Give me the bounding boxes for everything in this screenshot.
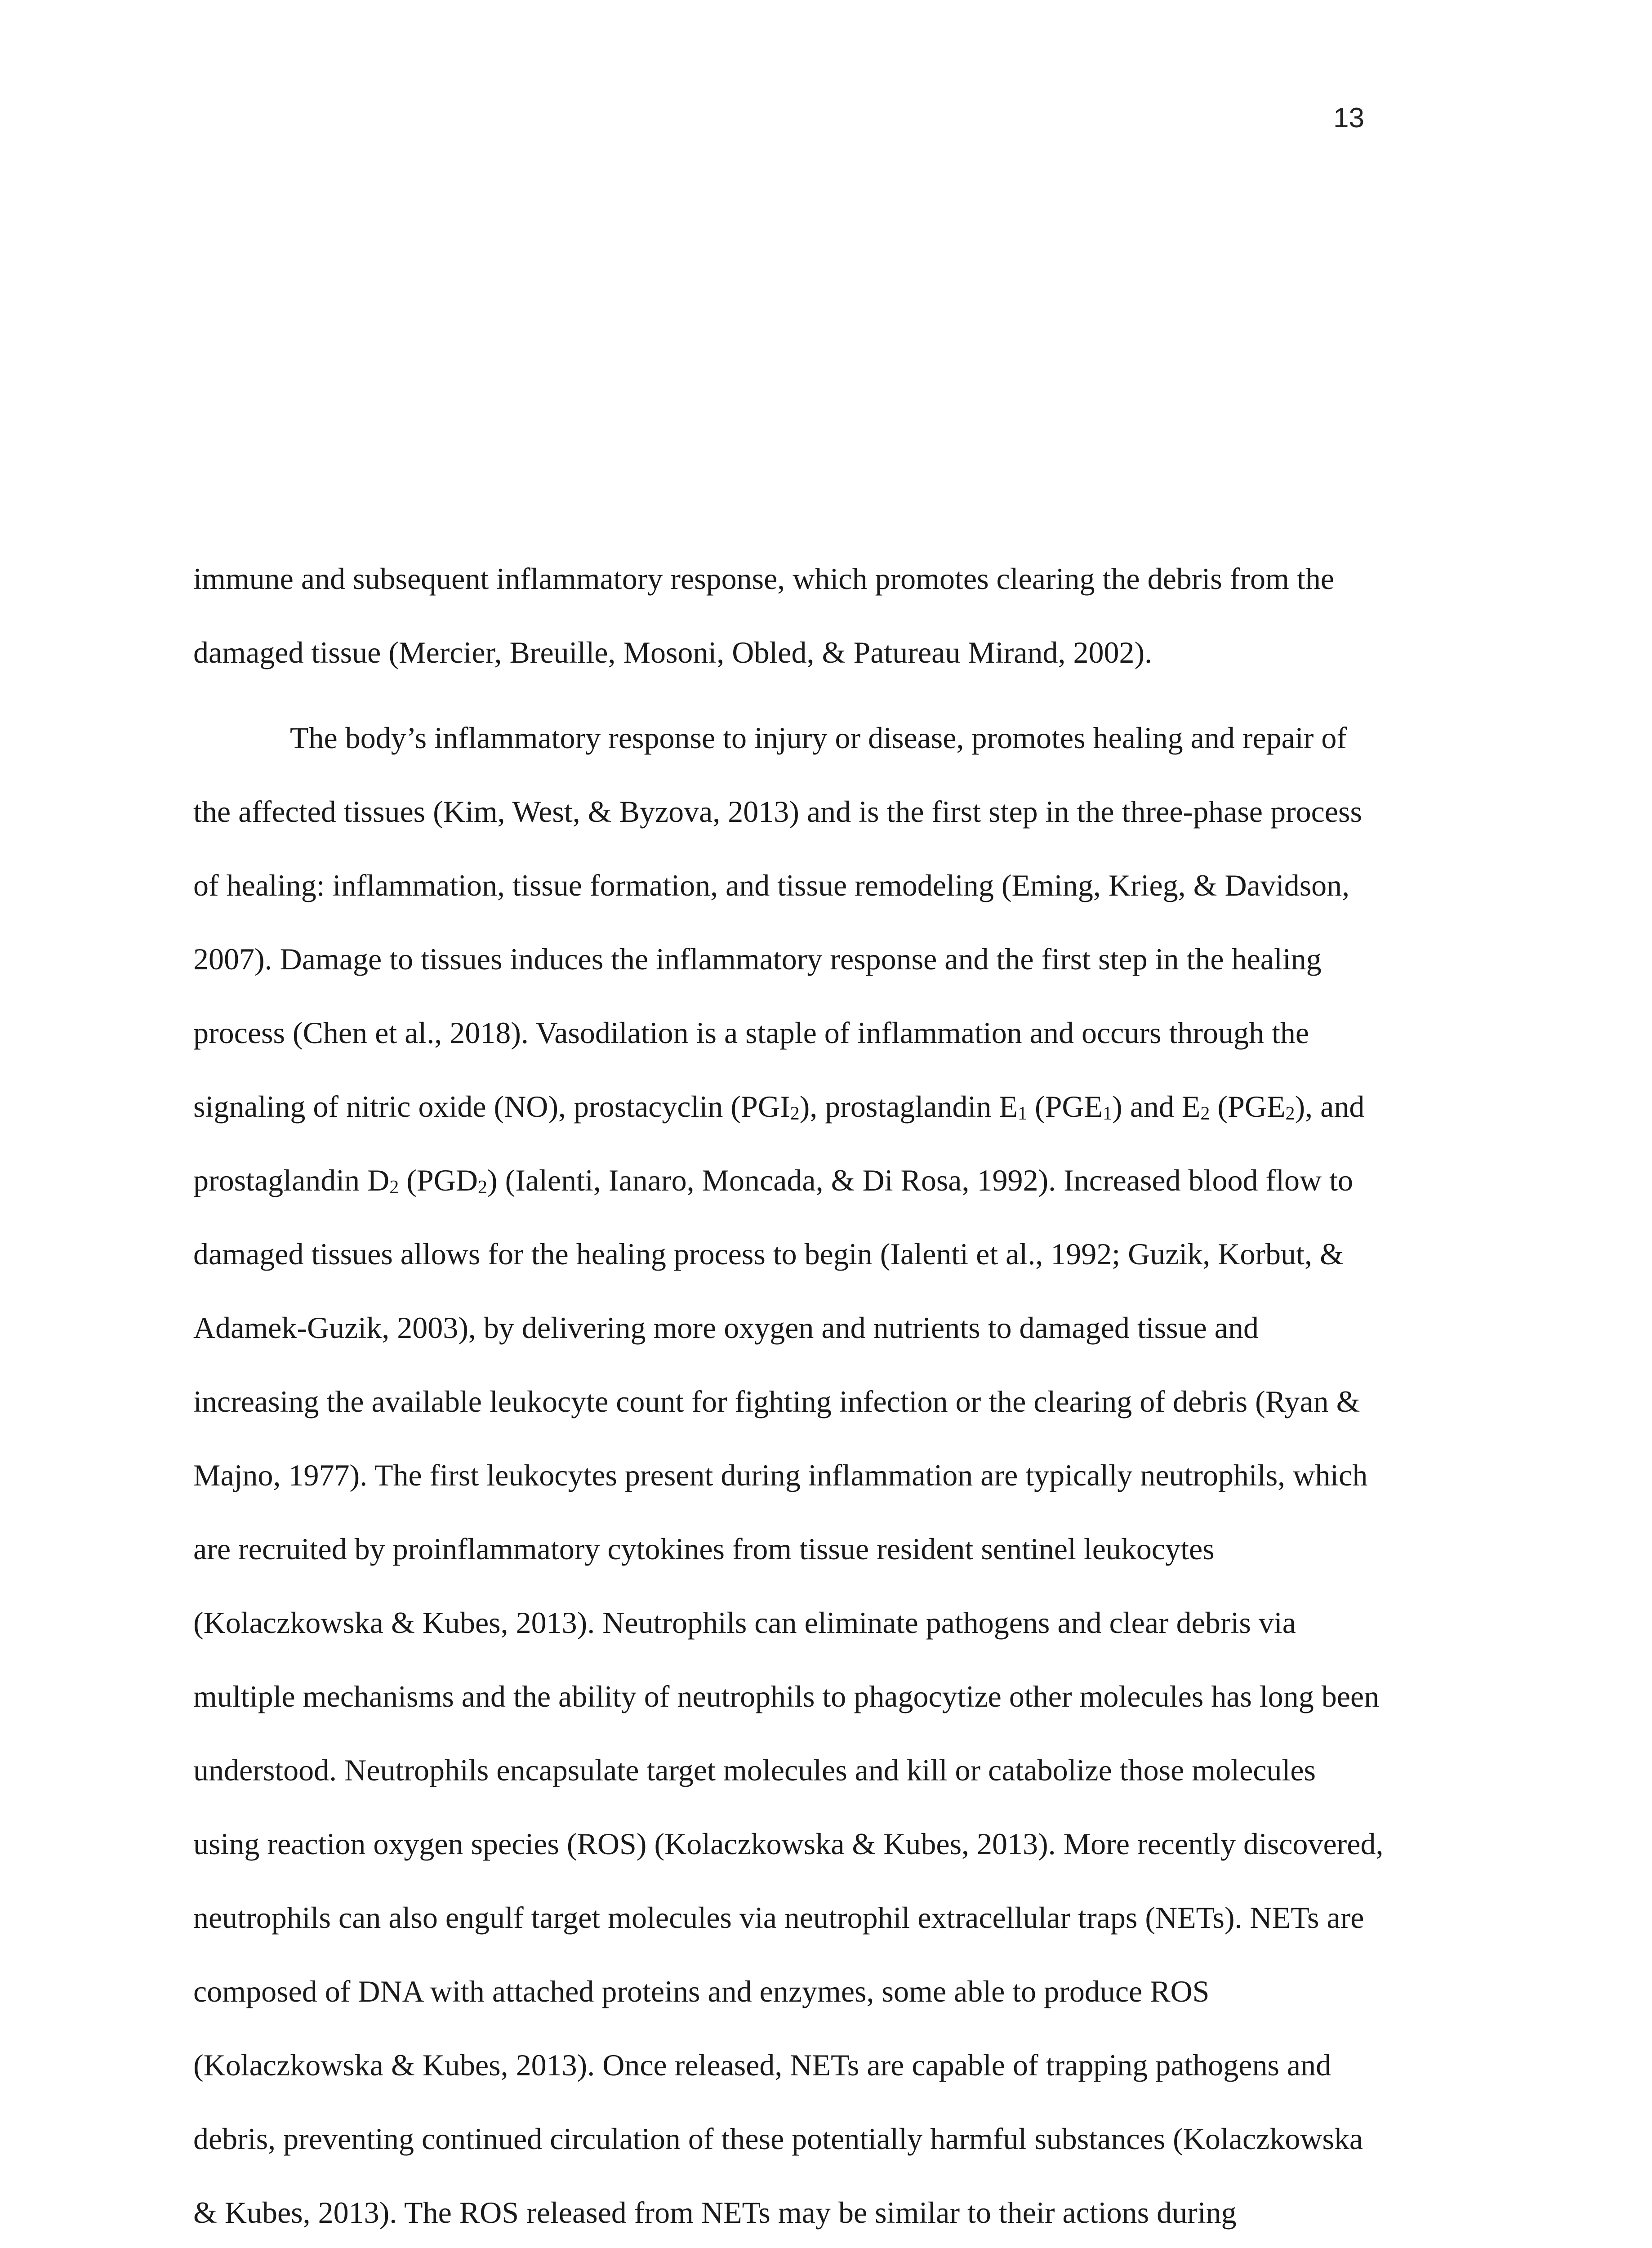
text-line: composed of DNA with attached proteins and enzymes, some able to produce ROS: [193, 1974, 1210, 2008]
subscript: 2: [1200, 1103, 1210, 1124]
text-line: 2007). Damage to tissues induces the inflammatory response and the first step in the healing: [193, 942, 1322, 976]
text-run: ), prostaglandin E: [799, 1089, 1018, 1124]
text-line: are recruited by proinflammatory cytokines from tissue resident sentinel leukocytes: [193, 1532, 1215, 1566]
text-line: (Kolaczkowska & Kubes, 2013). Neutrophils can eliminate pathogens and clear debris via: [193, 1606, 1296, 1640]
text-line: using reaction oxygen species (ROS) (Kolaczkowska & Kubes, 2013). More recently discovered,: [193, 1827, 1384, 1861]
text-line: Majno, 1977). The first leukocytes present during inflammation are typically neutrophils, which: [193, 1458, 1368, 1492]
paragraph-gap: [193, 689, 1479, 701]
text-run: (PGE: [1210, 1089, 1286, 1124]
subscript: 2: [1285, 1103, 1295, 1124]
paragraph-continuation: [193, 542, 1479, 689]
text-line: (Kolaczkowska & Kubes, 2013). Once released, NETs are capable of trapping pathogens and: [193, 2048, 1331, 2082]
subscript: 2: [389, 1177, 399, 1198]
body-text: [193, 542, 1479, 2248]
text-line-with-subscripts: [193, 1070, 1479, 1143]
paragraph-inflammatory-response: [193, 701, 1479, 2248]
text-line: debris, preventing continued circulation of these potentially harmful substances (Kolaczkowska: [193, 2122, 1363, 2156]
text-line: damaged tissues allows for the healing process to begin (Ialenti et al., 1992; Guzik, Korbut, &: [193, 1237, 1344, 1271]
page-number: 13: [1333, 103, 1364, 134]
text-run: prostaglandin D: [193, 1163, 390, 1197]
subscript: 2: [477, 1177, 487, 1198]
text-line: neutrophils can also engulf target molecules via neutrophil extracellular traps (NETs). NETs are: [193, 1900, 1364, 1935]
text-line: understood. Neutrophils encapsulate target molecules and kill or catabolize those molecules: [193, 1753, 1316, 1787]
text-line: increasing the available leukocyte count for fighting infection or the clearing of debris (Ryan &: [193, 1384, 1360, 1418]
text-line: of healing: inflammation, tissue formation, and tissue remodeling (Eming, Krieg, & Davidson,: [193, 868, 1350, 902]
text-run: (PGD: [399, 1163, 478, 1197]
text-line: Adamek-Guzik, 2003), by delivering more oxygen and nutrients to damaged tissue and: [193, 1311, 1259, 1345]
text-line: the affected tissues (Kim, West, & Byzova, 2013) and is the first step in the three-phase process: [193, 794, 1362, 829]
text-line-with-subscripts: [193, 1143, 1479, 1217]
text-line: & Kubes, 2013). The ROS released from NETs may be similar to their actions during: [193, 2195, 1237, 2230]
text-run: signaling of nitric oxide (NO), prostacyclin (PGI: [193, 1089, 790, 1124]
subscript: 2: [790, 1103, 800, 1124]
text-line: process (Chen et al., 2018). Vasodilation is a staple of inflammation and occurs through the: [193, 1016, 1309, 1050]
text-line: immune and subsequent inflammatory response, which promotes clearing the debris from the: [193, 562, 1335, 596]
text-line: multiple mechanisms and the ability of neutrophils to phagocytize other molecules has long been: [193, 1679, 1380, 1713]
subscript: 1: [1017, 1103, 1027, 1124]
text-run: ) and E: [1112, 1089, 1201, 1124]
text-run: (PGE: [1027, 1089, 1103, 1124]
text-line: damaged tissue (Mercier, Breuille, Mosoni, Obled, & Patureau Mirand, 2002).: [193, 635, 1153, 669]
subscript: 1: [1103, 1103, 1113, 1124]
text-line-indented: The body’s inflammatory response to injury or disease, promotes healing and repair of: [290, 721, 1347, 755]
text-run: ), and: [1295, 1089, 1365, 1124]
text-run: ) (Ialenti, Ianaro, Moncada, & Di Rosa, 1992). Increased blood flow to: [487, 1163, 1354, 1197]
